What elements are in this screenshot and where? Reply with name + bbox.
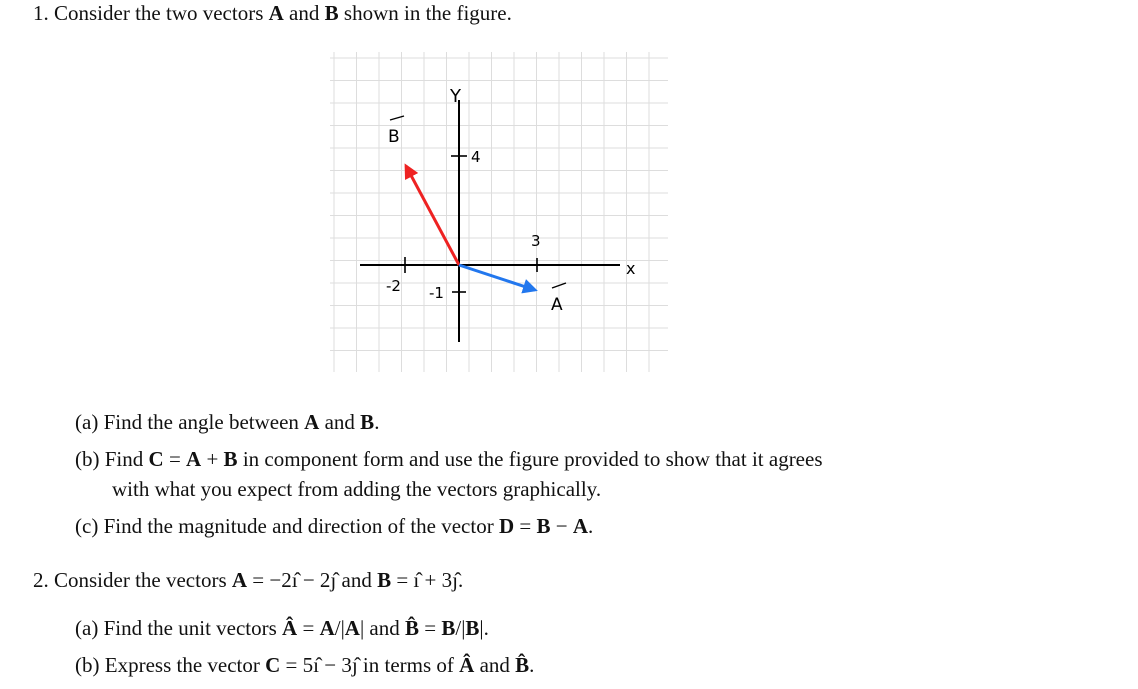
tick-label-minus-1: -1	[429, 284, 444, 302]
text: =	[163, 447, 187, 471]
text: in component form and use the figure provided to show that it agrees	[237, 447, 823, 471]
vector-c-symbol: C	[148, 447, 164, 471]
part-label: (b)	[75, 653, 100, 677]
part-2a	[75, 615, 489, 641]
text: +	[201, 447, 224, 471]
question-2-intro	[33, 567, 463, 593]
vector-a-symbol: A	[268, 1, 284, 25]
text: Find	[104, 447, 149, 471]
text: with what you expect from adding the vectors graphically.	[112, 477, 602, 501]
vector-a-symbol: A	[186, 447, 202, 471]
vector-b-symbol: B	[324, 1, 339, 25]
vector-d-symbol: D	[498, 514, 515, 538]
text: shown in the figure.	[338, 1, 512, 25]
vector-figure	[330, 52, 668, 372]
tick-label-minus-2: -2	[386, 277, 401, 295]
x-axis-label: x	[626, 259, 636, 278]
text: /|	[455, 616, 466, 640]
text: Find the magnitude and direction of the vector	[103, 514, 499, 538]
question-number: 2.	[33, 568, 49, 592]
vector-c-symbol: C	[265, 653, 281, 677]
part-2b	[75, 652, 534, 678]
vector-a-symbol: A	[319, 616, 335, 640]
vector-b-symbol: B	[360, 410, 375, 434]
part-1a	[75, 409, 379, 435]
question-number: 1.	[33, 1, 49, 25]
text: = −2ı̂ − 2ȷ̂ and	[247, 568, 378, 592]
vector-b-symbol: B	[536, 514, 551, 538]
text: and	[319, 410, 361, 434]
vector-a-symbol: A	[231, 568, 248, 592]
vector-b-symbol: B	[441, 616, 456, 640]
tick-label-3: 3	[531, 232, 541, 250]
text: |.	[479, 616, 489, 640]
grid	[330, 52, 668, 372]
part-label: (a)	[75, 410, 99, 434]
text: Find the angle between	[103, 410, 305, 434]
text: .	[588, 514, 594, 538]
vector-a-arrow	[459, 265, 535, 290]
vector-b-symbol: B	[377, 568, 392, 592]
vector-a-symbol: A	[344, 616, 360, 640]
text: −	[550, 514, 573, 538]
text: =	[297, 616, 320, 640]
y-axis-label: Y	[450, 86, 461, 107]
unit-vector-b-symbol: B̂	[404, 616, 419, 640]
text: =	[514, 514, 537, 538]
text: /|	[334, 616, 345, 640]
vector-b-symbol: B	[223, 447, 238, 471]
unit-vector-a-symbol: Â	[459, 653, 475, 677]
text: = ı̂ + 3ȷ̂.	[391, 568, 464, 592]
part-label: (c)	[75, 514, 99, 538]
text: | and	[359, 616, 405, 640]
part-label: (b)	[75, 447, 100, 471]
text: Find the unit vectors	[103, 616, 283, 640]
vector-a-label: A	[551, 295, 563, 315]
unit-vector-a-symbol: Â	[282, 616, 298, 640]
vector-b-symbol: B	[465, 616, 480, 640]
part-1b	[75, 446, 823, 472]
text: Consider the two vectors	[54, 1, 269, 25]
part-label: (a)	[75, 616, 99, 640]
unit-vector-b-symbol: B̂	[515, 653, 530, 677]
part-1c	[75, 513, 593, 539]
text: Consider the vectors	[54, 568, 232, 592]
text: .	[529, 653, 535, 677]
text: and	[474, 653, 516, 677]
tick-label-4: 4	[471, 148, 481, 166]
text: = 5ı̂ − 3ȷ̂ in terms of	[280, 653, 460, 677]
text: Express the vector	[104, 653, 266, 677]
text: and	[283, 1, 325, 25]
part-1b-continued	[112, 476, 601, 502]
vector-b-label: B	[388, 127, 400, 147]
vector-a-symbol: A	[304, 410, 320, 434]
text: .	[374, 410, 380, 434]
vector-a-symbol: A	[572, 514, 588, 538]
text: =	[419, 616, 442, 640]
question-1-intro	[33, 0, 512, 26]
